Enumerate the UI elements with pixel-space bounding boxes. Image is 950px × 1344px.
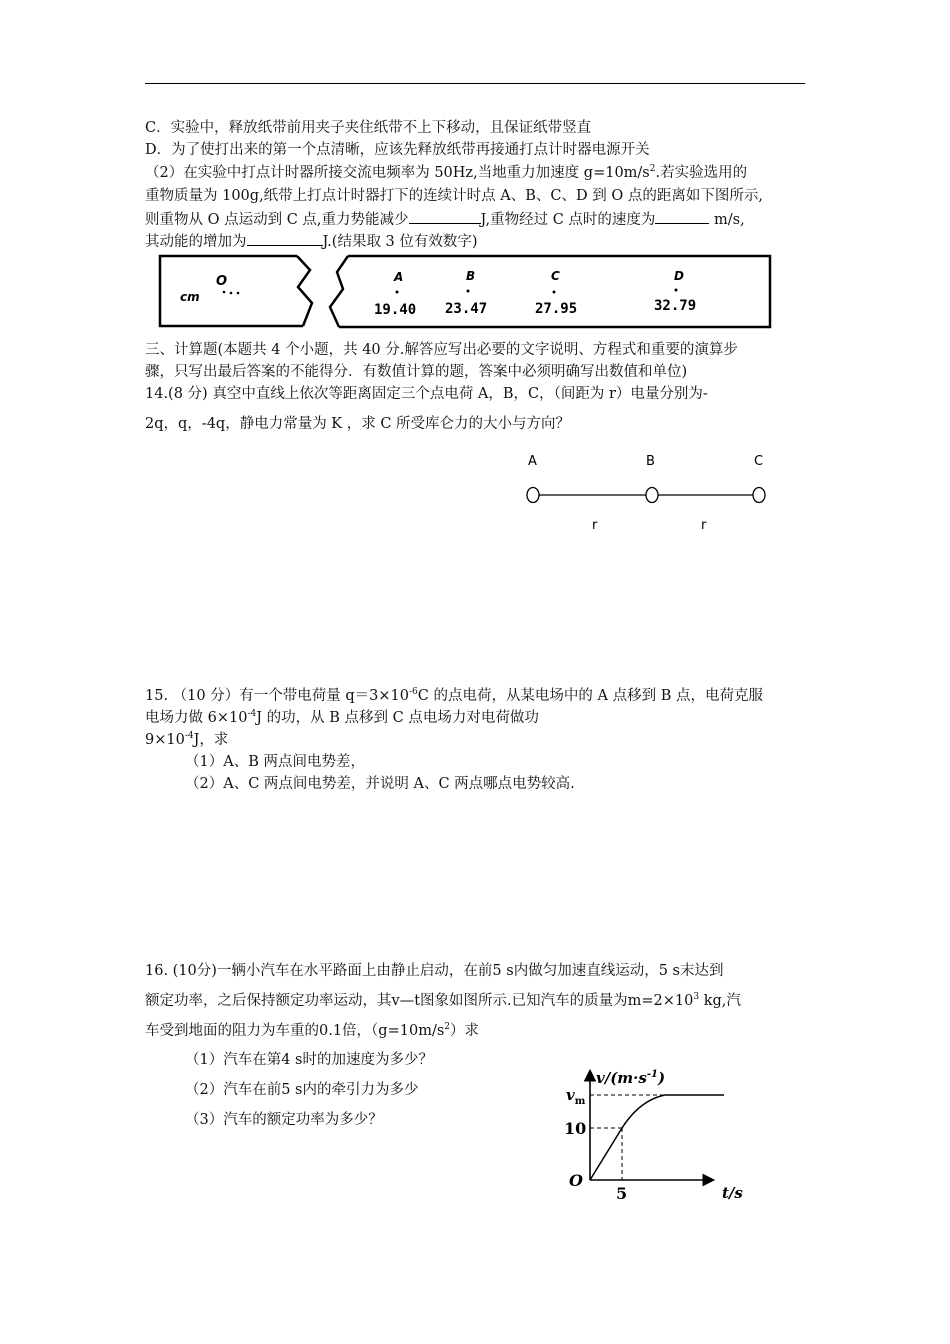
text-run: ）求 (450, 1023, 480, 1039)
text-run: 电场力做 6×10 (145, 710, 248, 726)
q14-text-2: 2q，q，-4q，静电力常量为 K ，求 C 所受库仑力的大小与方向？ (145, 416, 571, 432)
tape-label-b: B (466, 269, 476, 283)
y-label-sup: -1 (646, 1069, 658, 1080)
y-label-end: ) (657, 1069, 666, 1087)
q16-text-1: 16. (10分)一辆小汽车在水平路面上由静止启动，在前5 s内做匀加速直线运动，5 s末达到 (145, 963, 724, 979)
text-run: 9×10 (145, 732, 185, 748)
text-run: m/s, (709, 212, 745, 228)
tape-value-d: 32.79 (654, 298, 697, 314)
tape-unit-label: cm (180, 290, 200, 304)
vm-text: v (566, 1086, 575, 1104)
text-run: 15. （10 分）有一个带电荷量 q＝3×10 (145, 688, 409, 704)
text-run: （2）在实验中打点计时器所接交流电频率为 50Hz,当地重力加速度 g=10m/s (145, 165, 650, 181)
tape-label-d: D (674, 269, 684, 283)
tape-label-a: A (394, 270, 404, 284)
superscript: -4 (247, 709, 257, 719)
text-run: 其动能的增加为 (145, 234, 247, 250)
text-run: J 的功，从 B 点移到 C 点电场力对电荷做功 (256, 710, 539, 726)
vt-y-tick-10: 10 (564, 1119, 587, 1138)
vt-x-label: t/s (722, 1184, 743, 1202)
q16-sub-2: （2）汽车在前5 s内的牵引力为多少 (185, 1082, 419, 1098)
charge-label-a: A (528, 454, 537, 469)
tape-value-b: 23.47 (445, 301, 488, 317)
tape-origin-label: O (216, 274, 228, 289)
q16-sub-3: （3）汽车的额定功率为多少？ (185, 1112, 383, 1128)
superscript: -4 (184, 731, 194, 741)
section-three-heading: 三、计算题(本题共 4 个小题，共 40 分.解答应写出必要的文字说明、方程式和重要的演算步 (145, 342, 738, 358)
text-run: 则重物从 O 点运动到 C 点,重力势能减少 (145, 212, 409, 228)
text-run: 车受到地面的阻力为车重的0.1倍，（g=10m/s (145, 1023, 445, 1039)
gap-label-bc: r (701, 518, 707, 533)
vt-y-label (596, 1069, 665, 1087)
text-run: .若实验选用的 (655, 165, 748, 181)
text-run: J，求 (193, 732, 229, 748)
charge-label-b: B (646, 454, 655, 469)
tape-value-a: 19.40 (374, 302, 417, 318)
experiment-text-2: 重物质量为 100g,纸带上打点计时器打下的连续计时点 A、B、C、D 到 O 点的距离如下图所示, (145, 188, 763, 204)
vm-sub: m (574, 1096, 586, 1107)
tape-value-c: 27.95 (535, 301, 578, 317)
gap-label-ab: r (592, 518, 598, 533)
option-d: D．为了使打出来的第一个点清晰，应该先释放纸带再接通打点计时器电源开关 (145, 142, 650, 158)
text-run: J.(结果取 3 位有效数字) (322, 234, 478, 250)
section-three-heading-2: 骤，只写出最后答案的不能得分．有数值计算的题，答案中必须明确写出数值和单位) (145, 364, 688, 380)
vt-curve (590, 1095, 724, 1180)
tape-label-c: C (551, 269, 560, 283)
q14-text-1: 14.(8 分) 真空中直线上依次等距离固定三个点电荷 A，B，C，（间距为 r）电量分别为- (145, 386, 708, 402)
superscript: 3 (693, 992, 700, 1002)
superscript: 2 (649, 164, 656, 174)
text-run: J,重物经过 C 点时的速度为 (480, 212, 656, 228)
text-run: kg,汽 (699, 993, 741, 1009)
q15-sub-2: （2）A、C 两点间电势差，并说明 A、C 两点哪点电势较高. (185, 776, 575, 792)
vt-x-tick-5: 5 (616, 1184, 628, 1203)
text-run: 额定功率，之后保持额定功率运动，其v—t图象如图所示.已知汽车的质量为m=2×10 (145, 993, 694, 1009)
superscript: -6 (408, 687, 418, 697)
vt-origin: O (569, 1171, 583, 1190)
charge-label-c: C (754, 454, 764, 469)
text-run: C 的点电荷，从某电场中的 A 点移到 B 点，电荷克服 (417, 688, 763, 704)
q16-sub-1: （1）汽车在第4 s时的加速度为多少？ (185, 1052, 433, 1068)
superscript: 2 (444, 1022, 451, 1032)
q15-sub-1: （1）A、B 两点间电势差， (185, 754, 365, 770)
vt-vm-label (566, 1086, 586, 1107)
option-c: C．实验中，释放纸带前用夹子夹住纸带不上下移动，且保证纸带竖直 (145, 120, 592, 136)
y-label-text: v/(m·s (596, 1069, 647, 1087)
